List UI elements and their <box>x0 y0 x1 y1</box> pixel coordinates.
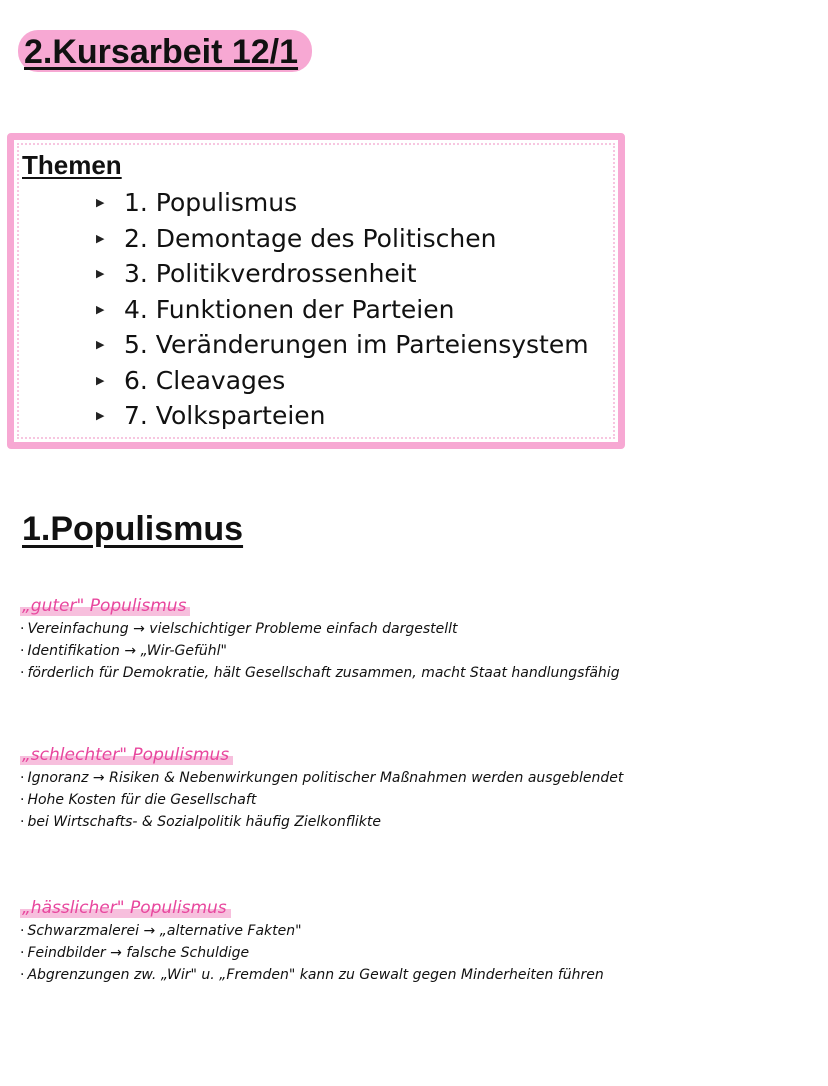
theme-item <box>96 256 589 292</box>
theme-item <box>96 327 589 363</box>
section-title: 1.Populismus <box>22 510 244 548</box>
bullet-icon: ▶ <box>96 373 105 387</box>
bullet-icon: ▶ <box>96 302 105 316</box>
theme-item <box>96 185 589 221</box>
bullet-icon: ▶ <box>96 196 105 210</box>
theme-label: 6. Cleavages <box>124 365 286 395</box>
themes-heading: Themen <box>22 150 122 180</box>
theme-label: 3. Politikverdrossenheit <box>124 259 417 289</box>
subsection-point: · Abgrenzungen zw. „Wir" u. „Fremden" kann zu Gewalt gegen Minderheiten führen <box>20 964 604 986</box>
bullet-icon: ▶ <box>96 267 105 281</box>
subsection-point: · Schwarzmalerei → „alternative Fakten" <box>20 920 604 942</box>
title-highlight <box>18 30 312 72</box>
subsection-point: · Ignoranz → Risiken & Nebenwirkungen politischer Maßnahmen werden ausgeblendet <box>20 767 623 789</box>
theme-item <box>96 221 589 257</box>
title-marker <box>18 30 312 72</box>
theme-item <box>96 292 589 328</box>
themes-box <box>7 133 625 449</box>
subsection-heading: „hässlicher" Populismus <box>20 898 231 918</box>
themes-list <box>96 185 589 434</box>
subsection-point: · Hohe Kosten für die Gesellschaft <box>20 789 623 811</box>
theme-item <box>96 363 589 399</box>
subsection-point: · Feindbilder → falsche Schuldige <box>20 942 604 964</box>
theme-label: 5. Veränderungen im Parteiensystem <box>124 330 589 360</box>
subsection-points <box>20 618 620 684</box>
subsection-point: · bei Wirtschafts- & Sozialpolitik häufig Zielkonflikte <box>20 811 623 833</box>
subsection-good <box>20 596 620 684</box>
theme-label: 7. Volksparteien <box>124 401 326 431</box>
subsection-points <box>20 920 604 986</box>
subsection-points <box>20 767 623 833</box>
theme-label: 4. Funktionen der Parteien <box>124 294 455 324</box>
subsection-heading: „schlechter" Populismus <box>20 745 233 765</box>
subsection-point: · förderlich für Demokratie, hält Gesellschaft zusammen, macht Staat handlungsfähig <box>20 662 620 684</box>
theme-label: 1. Populismus <box>124 188 298 218</box>
theme-label: 2. Demontage des Politischen <box>124 223 497 253</box>
bullet-icon: ▶ <box>96 409 105 423</box>
subsection-point: · Vereinfachung → vielschichtiger Probleme einfach dargestellt <box>20 618 620 640</box>
subsection-bad <box>20 745 623 833</box>
theme-item <box>96 398 589 434</box>
page-title: 2.Kursarbeit 12/1 <box>24 33 299 71</box>
subsection-point: · Identifikation → „Wir-Gefühl" <box>20 640 620 662</box>
bullet-icon: ▶ <box>96 231 105 245</box>
bullet-icon: ▶ <box>96 338 105 352</box>
subsection-heading: „guter" Populismus <box>20 596 190 616</box>
subsection-ugly <box>20 898 604 986</box>
